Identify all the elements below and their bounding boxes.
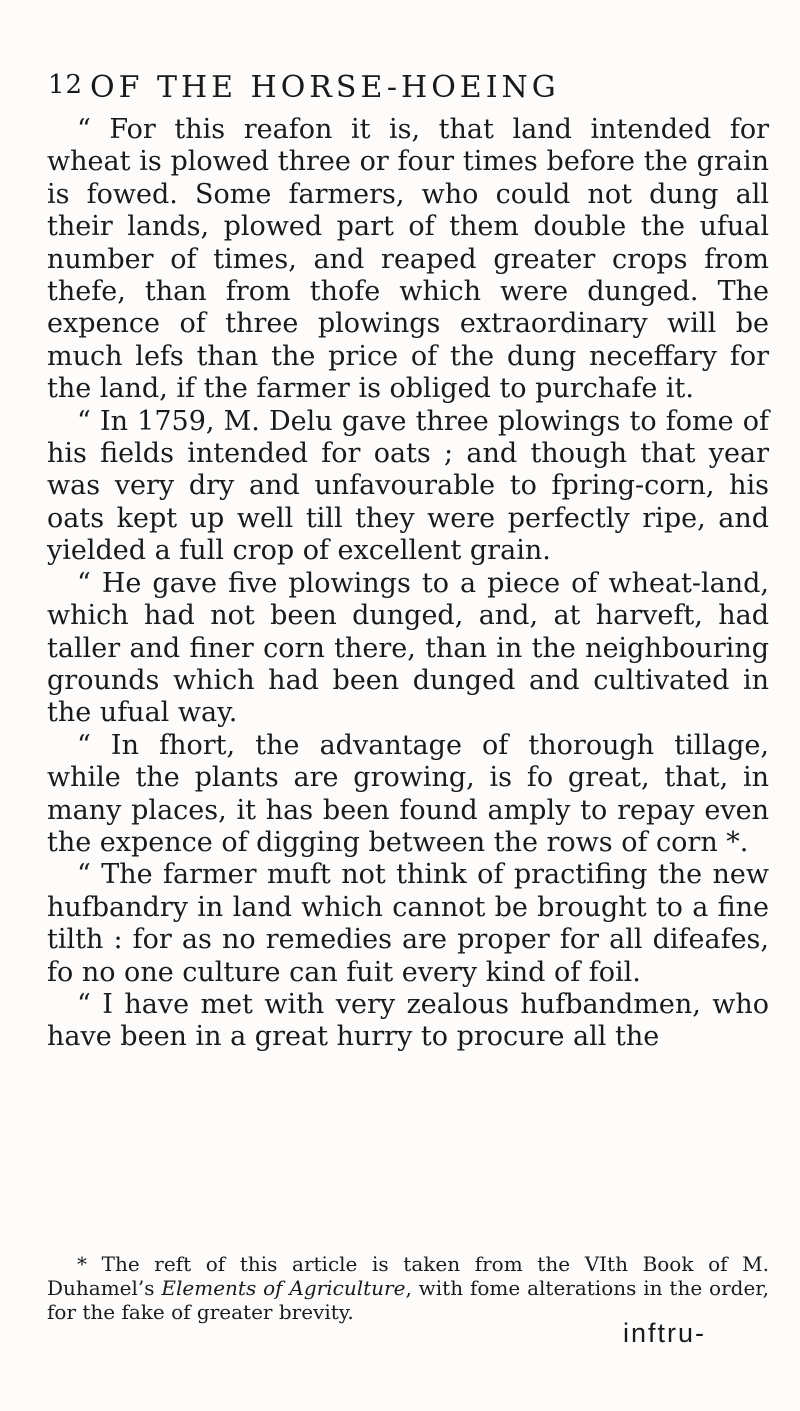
paragraph: “ I have met with very zealous hufbandmen, who have been in a great hurry to procure all the [47,988,769,1053]
footnote-text-start: * The reft of this article is taken from the VIth Book of M. Duhamel’s [47,1252,769,1300]
page-number: 12 [48,70,84,100]
catchword: inftru- [623,1318,707,1348]
paragraph: “ In fhort, the advantage of thorough tillage, while the plants are growing, is fo great, that, in many places, it has been found amply to repay even the expence of digging between the rows of corn *. [47,729,769,858]
footnote-text-end: , with fome alterations in the order, for the fake of greater brevity. [47,1276,770,1324]
page-header [48,70,768,110]
footnote [47,1252,769,1324]
footnote-book-title: Elements of Agriculture [161,1276,406,1300]
paragraph: “ In 1759, M. Delu gave three plowings to fome of his fields intended for oats ; and though that year was very dry and unfavourable to fpring-corn, his oats kept up well till they were perfectly ripe, and yielded a full crop of excellent grain. [47,405,769,567]
body-text [47,114,769,1054]
running-head: OF THE HORSE-HOEING [90,70,560,105]
paragraph: “ He gave five plowings to a piece of wheat-land, which had not been dunged, and, at harveft, had taller and finer corn there, than in the neighbouring grounds which had been dunged and cultivated in the ufual way. [47,567,769,729]
paragraph: “ For this reafon it is, that land intended for wheat is plowed three or four times before the grain is fowed. Some farmers, who could not dung all their lands, plowed part of them double the ufual number of times, and reaped greater crops from thefe, than from thofe which were dunged. The expence of three plowings extraordinary will be much lefs than the price of the dung neceffary for the land, if the farmer is obliged to purchafe it. [47,114,769,405]
paragraph: “ The farmer muft not think of practifing the new hufbandry in land which cannot be brought to a fine tilth : for as no remedies are proper for all difeafes, fo no one culture can fuit every kind of foil. [47,859,769,988]
